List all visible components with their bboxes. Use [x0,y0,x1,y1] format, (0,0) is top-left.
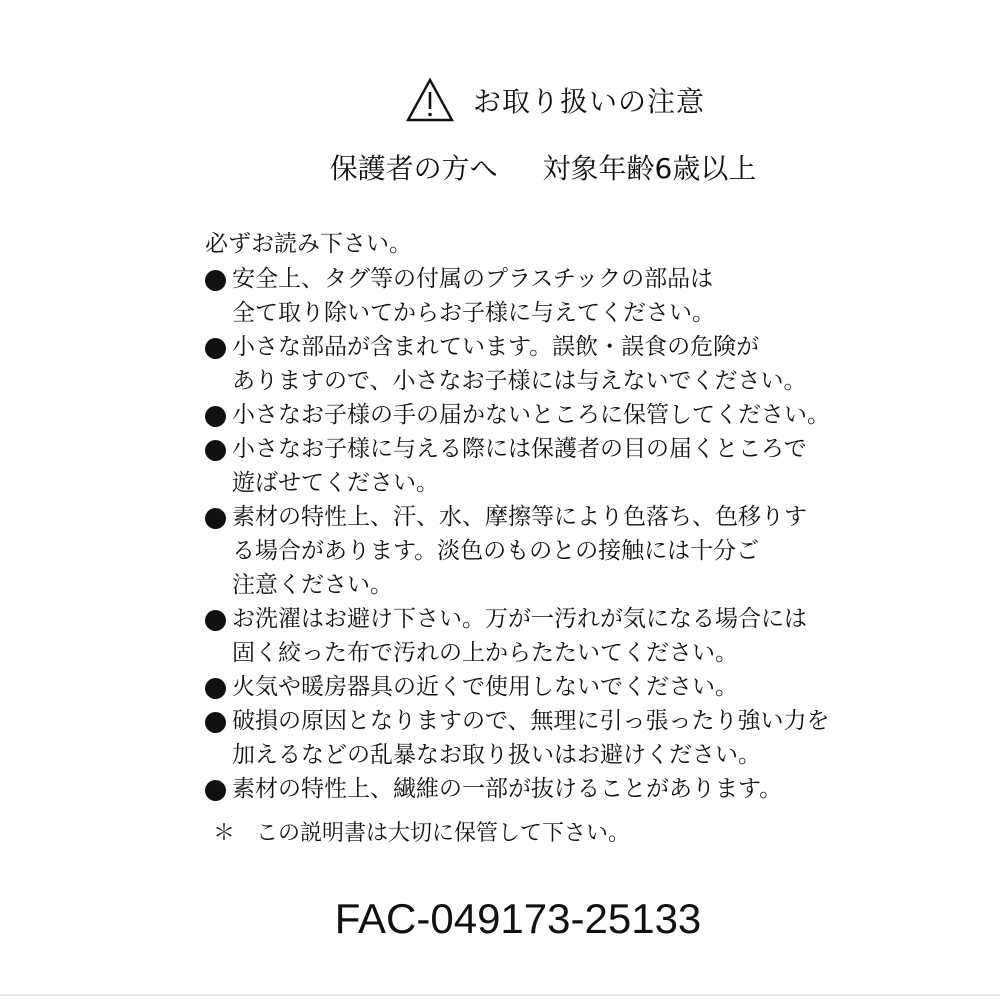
note-line: 小さな部品が含まれています。誤飲・誤食の危険が [232,334,760,360]
note-line: る場合があります。淡色のものとの接触には十分ご [232,538,760,564]
intro-text: 必ずお読み下さい。 [205,231,412,257]
note-item [205,432,845,500]
note-line: 素材の特性上、繊維の一部が抜けることがあります。 [232,776,783,802]
footer-note-text: この説明書は大切に保管して下さい。 [256,821,631,846]
bullet-icon [205,678,226,699]
note-line: 全て取り除いてからお子様に与えてください。 [232,300,715,326]
note-item [205,772,845,806]
header [405,70,705,130]
bullet-icon [205,440,226,461]
footer-note [213,816,630,847]
note-item [205,262,845,330]
note-line: 注意ください。 [232,572,393,598]
age-label: 対象年齢6歳以上 [542,152,757,185]
note-line: 火気や暖房器具の近くで使用しないでください。 [232,674,738,700]
note-line: 破損の原因となりますので、無理に引っ張ったり強い力を [232,708,830,734]
note-line: 加えるなどの乱暴なお取り扱いはお避けください。 [232,742,761,768]
bullet-icon [205,338,226,359]
asterisk-marker: ＊ [213,821,236,846]
note-line: 素材の特性上、汗、水、摩擦等により色落ち、色移りす [232,504,807,530]
note-item [205,602,845,670]
bullet-icon [205,406,226,427]
note-line: 小さなお子様に与える際には保護者の目の届くところで [232,436,807,462]
note-line: 安全上、タグ等の付属のプラスチックの部品は [232,266,714,292]
note-line: 遊ばせてください。 [232,470,439,496]
audience-label: 保護者の方へ [329,152,498,185]
warning-triangle-icon [405,77,455,123]
note-line: お洗濯はお避け下さい。万が一汚れが気になる場合には [232,606,807,632]
bullet-icon [205,780,226,801]
bullet-icon [205,712,226,733]
notes-list [205,262,845,806]
note-item [205,704,845,772]
bullet-icon [205,610,226,631]
bullet-icon [205,270,226,291]
note-item [205,330,845,398]
note-item [205,670,845,704]
note-item [205,398,845,432]
bottom-divider [0,994,1000,996]
note-item [205,500,845,602]
note-line: 小さなお子様の手の届かないところに保管してください。 [232,402,830,428]
product-code: FAC-049173-25133 [334,895,702,942]
page-title: お取り扱いの注意 [473,85,706,118]
note-line: 固く絞った布で汚れの上からたたいてください。 [232,640,738,666]
subheading [0,147,1000,187]
bullet-icon [205,508,226,529]
note-line: ありますので、小さなお子様には与えないでください。 [232,368,807,394]
